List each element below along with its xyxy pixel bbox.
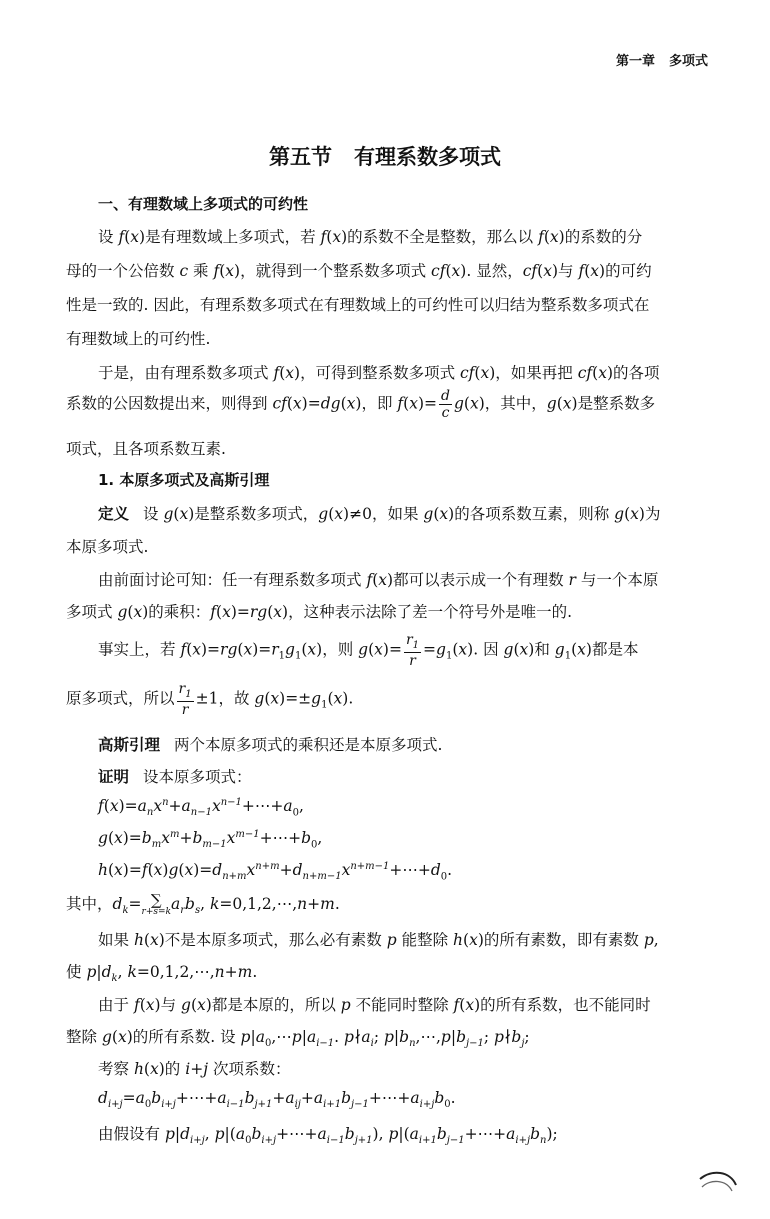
para4-line1: 事实上，若 $f(x)=rg(x)=r_1g_1(x)$，则 g(x)= $\frac{r_1}{r}$ $=g_1(x)$. 因 g(x)和 $g_1(x)$都是本 [98,632,639,669]
formula-d: $d_{i+j}=a_0b_{i+j}+\cdots+a_{i-1}b_{j+1}+a_{ij}+a_{i+1}b_{j-1}+\cdots+a_{i+j}b_0$. [98,1089,456,1111]
para2-line1: 于是，由有理系数多项式 f(x)，可得到整系数多项式 cf(x)，如果再把 cf(x)的各项 [98,364,660,382]
formula-g: $g(x)=b_mx^m+b_{m-1}x^{m-1}+\cdots+b_0$, [98,829,323,851]
section-name: 有理系数多项式 [354,145,501,169]
page-curl-icon [696,1167,742,1207]
para1-line4: 有理数域上的可约性. [66,330,211,348]
formula-h: $h(x)=f(x)g(x)=d_{n+m}x^{n+m}+d_{n+m-1}x^{n+m-1}+\cdots+d_0$. [98,861,453,883]
para1-line3: 性是一致的. 因此，有理系数多项式在有理数域上的可约性可以归结为整系数多项式在 [66,296,650,314]
para8-line1: 考察 h(x)的 i+j 次项系数： [98,1060,291,1078]
fraction-r1-over-r-2: $\frac{r_1}{r}$ [178,681,192,718]
chapter-number: 第一章 [615,54,655,69]
para2-line2: 系数的公因数提出来，则得到 cf(x)=dg(x)，即 f(x)= $\frac{d}{c}$ g(x)，其中，g(x)是整系数多 [66,388,656,421]
para1-line2: 母的一个公倍数 c 乘 f(x)，就得到一个整系数多项式 cf(x). 显然，cf(x)与 f(x)的可约 [66,262,652,280]
formula-f: $f(x)=a_nx^n+a_{n-1}x^{n-1}+\cdots+a_0$, [98,797,304,819]
definition-label: 定义 [98,505,130,523]
gauss-lemma-label: 高斯引理 [98,736,161,754]
para3-line2: 多项式 g(x)的乘积：f(x)=rg(x)，这种表示法除了差一个符号外是唯一的. [66,603,573,621]
definition-line2: 本原多项式. [66,538,149,556]
para6-line2: 使 $p|d_k$, k=0,1,2,⋯,n+m. [66,963,258,985]
para7-line1: 由于 f(x)与 g(x)都是本原的，所以 p 不能同时整除 f(x)的所有系数，也不能同时 [98,996,651,1014]
proof-start: 证明 设本原多项式： [98,768,252,786]
fraction-d-over-c: $\frac{d}{c}$ [441,388,450,421]
subsection-heading: 一、有理数域上多项式的可约性 [98,195,309,213]
para9-line1: 由假设有 $p|d_{i+j}$, $p|(a_0b_{i+j}+\cdots+a_{i-1}b_{j+1})$, $p|(a_{i+1}b_{j-1}+\cdots+a_{i+j}b_n)$; [98,1125,558,1147]
section-title [0,141,770,171]
para1-line1: 设 f(x)是有理数域上多项式，若 f(x)的系数不全是整数，那么以 f(x)的系数的分 [98,228,643,246]
para5-line1: 其中，$d_k=$ ∑ r+s=k $a_rb_s$, k=0,1,2,⋯,n+m. [66,891,340,917]
para7-line2: 整除 g(x)的所有系数. 设 $p|a_0,\cdots p|a_{i-1}$. $p∤a_i$; $p|b_n,\cdots,p|b_{j-1}$; $p∤b_j$; [66,1028,530,1050]
para2-line3: 项式，且各项系数互素. [66,440,226,458]
chapter-title: 多项式 [668,54,708,69]
summation: ∑ r+s=k [141,891,171,917]
fraction-r1-over-r: $\frac{r_1}{r}$ [405,632,420,669]
para6-line1: 如果 h(x)不是本原多项式，那么必有素数 p 能整除 h(x)的所有素数，即有素数 p, [98,931,659,949]
section-number: 第五节 [269,145,332,169]
definition-line1: 定义 设 g(x)是整系数多项式，g(x)≠0，如果 g(x)的各项系数互素，则称 g(x)为 [98,505,661,523]
subsubsection-heading: 1. 本原多项式及高斯引理 [98,471,270,489]
proof-label: 证明 [98,768,130,786]
para4-line2: 原多项式，所以 $\frac{r_1}{r}$ ±1，故 $g(x)=\pm g_1(x)$. [66,681,354,718]
gauss-lemma: 高斯引理 两个本原多项式的乘积还是本原多项式. [98,736,443,754]
para3-line1: 由前面讨论可知：任一有理系数多项式 f(x)都可以表示成一个有理数 r 与一个本原 [98,571,659,589]
running-head [616,50,708,69]
